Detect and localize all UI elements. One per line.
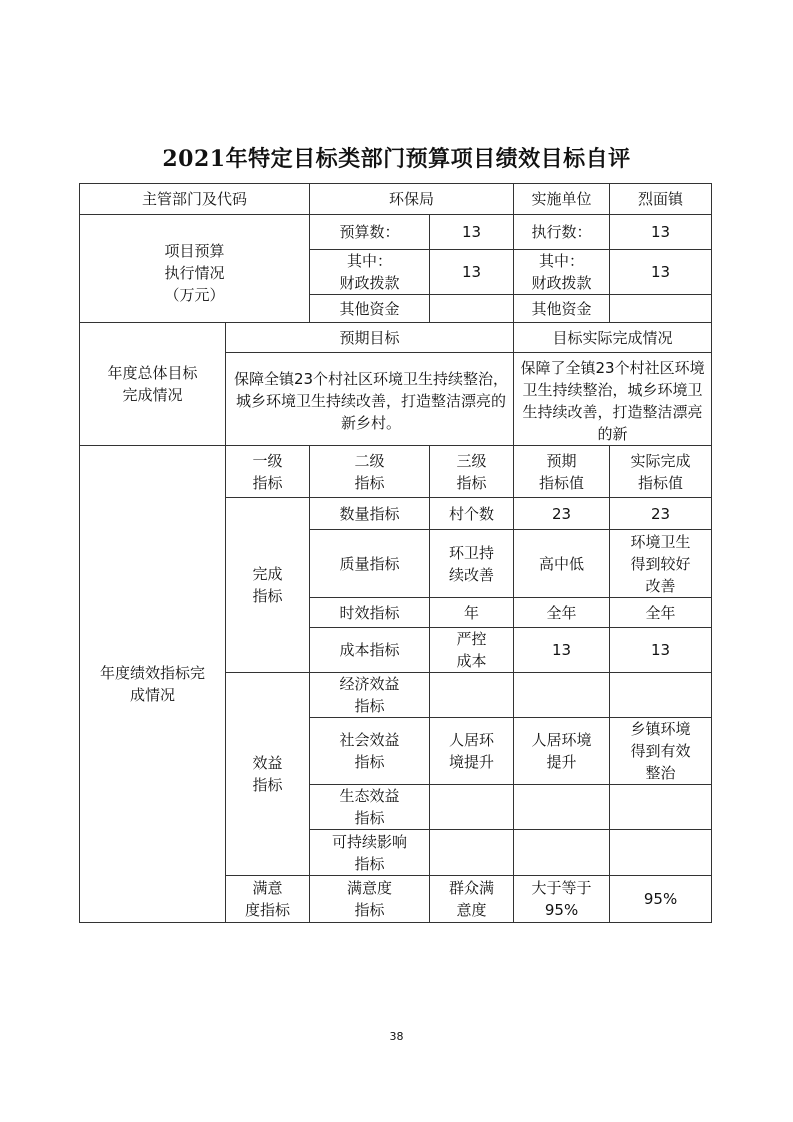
level3-cell: 环卫持 续改善 <box>430 530 514 598</box>
other-funds-label: 其他资金 <box>310 295 430 323</box>
expected-value-cell: 13 <box>514 628 610 673</box>
expected-value-header: 预期 指标值 <box>514 446 610 498</box>
expected-value-cell: 大于等于 95% <box>514 876 610 923</box>
expected-value-cell <box>514 785 610 830</box>
fiscal-exec-label: 其中： 财政拨款 <box>514 250 610 295</box>
actual-value-cell <box>610 830 712 876</box>
actual-value-cell: 13 <box>610 628 712 673</box>
expected-value-cell: 全年 <box>514 598 610 628</box>
performance-table <box>79 183 712 923</box>
header-row <box>80 184 712 215</box>
economic-benefit-indicator: 经济效益 指标 <box>310 673 430 718</box>
other-funds-exec-value <box>610 295 712 323</box>
level3-cell <box>430 785 514 830</box>
fiscal-budget-value: 13 <box>430 250 514 295</box>
benefit-indicator-label: 效益 指标 <box>226 673 310 876</box>
level3-cell <box>430 830 514 876</box>
page-title: 2021年特定目标类部门预算项目绩效目标自评 <box>162 146 631 172</box>
expected-value-cell: 23 <box>514 498 610 530</box>
expected-value-cell <box>514 673 610 718</box>
ecological-benefit-indicator: 生态效益 指标 <box>310 785 430 830</box>
quantity-indicator: 数量指标 <box>310 498 430 530</box>
actual-value-cell: 23 <box>610 498 712 530</box>
fiscal-label: 其中： 财政拨款 <box>310 250 430 295</box>
impl-value: 烈面镇 <box>610 184 712 215</box>
budget-label: 预算数： <box>310 215 430 250</box>
actual-value-cell: 95% <box>610 876 712 923</box>
fiscal-exec-value: 13 <box>610 250 712 295</box>
actual-value-cell <box>610 785 712 830</box>
satisfaction-indicator-label: 满意 度指标 <box>226 876 310 923</box>
dept-value: 环保局 <box>310 184 514 215</box>
actual-value-cell: 全年 <box>610 598 712 628</box>
level2-header: 二级 指标 <box>310 446 430 498</box>
other-funds-value <box>430 295 514 323</box>
actual-value-cell: 乡镇环境 得到有效 整治 <box>610 718 712 785</box>
expected-value-cell: 高中低 <box>514 530 610 598</box>
indicator-section-label: 年度绩效指标完 成情况 <box>80 446 226 923</box>
level3-cell: 群众满 意度 <box>430 876 514 923</box>
quality-indicator: 质量指标 <box>310 530 430 598</box>
actual-goal-header: 目标实际完成情况 <box>514 323 712 353</box>
annual-header-row <box>80 323 712 353</box>
budget-row <box>80 215 712 250</box>
level3-header: 三级 指标 <box>430 446 514 498</box>
exec-label: 执行数： <box>514 215 610 250</box>
annual-section-label: 年度总体目标 完成情况 <box>80 323 226 446</box>
level3-cell <box>430 673 514 718</box>
actual-goal-text: 保障了全镇23个村社区环境卫生持续整治，城乡环境卫生持续改善，打造整洁漂亮的新 <box>514 353 712 446</box>
satisfaction-indicator: 满意度 指标 <box>310 876 430 923</box>
actual-value-cell <box>610 673 712 718</box>
exec-value: 13 <box>610 215 712 250</box>
level3-cell: 严控 成本 <box>430 628 514 673</box>
level3-cell: 村个数 <box>430 498 514 530</box>
expected-goal-text: 保障全镇23个村社区环境卫生持续整治，城乡环境卫生持续改善，打造整洁漂亮的新乡村。 <box>226 353 514 446</box>
expected-goal-header: 预期目标 <box>226 323 514 353</box>
page-number: 38 <box>389 1030 404 1043</box>
impl-label: 实施单位 <box>514 184 610 215</box>
timeliness-indicator: 时效指标 <box>310 598 430 628</box>
other-funds-exec-label: 其他资金 <box>514 295 610 323</box>
expected-value-cell <box>514 830 610 876</box>
level3-cell: 人居环 境提升 <box>430 718 514 785</box>
cost-indicator: 成本指标 <box>310 628 430 673</box>
dept-label: 主管部门及代码 <box>80 184 310 215</box>
indicator-header-row <box>80 446 712 498</box>
expected-value-cell: 人居环境 提升 <box>514 718 610 785</box>
level3-cell: 年 <box>430 598 514 628</box>
social-benefit-indicator: 社会效益 指标 <box>310 718 430 785</box>
completion-indicator-label: 完成 指标 <box>226 498 310 673</box>
budget-value: 13 <box>430 215 514 250</box>
sustainable-impact-indicator: 可持续影响 指标 <box>310 830 430 876</box>
budget-section-label: 项目预算 执行情况 （万元） <box>80 215 310 323</box>
actual-value-cell: 环境卫生 得到较好 改善 <box>610 530 712 598</box>
actual-value-header: 实际完成 指标值 <box>610 446 712 498</box>
level1-header: 一级 指标 <box>226 446 310 498</box>
